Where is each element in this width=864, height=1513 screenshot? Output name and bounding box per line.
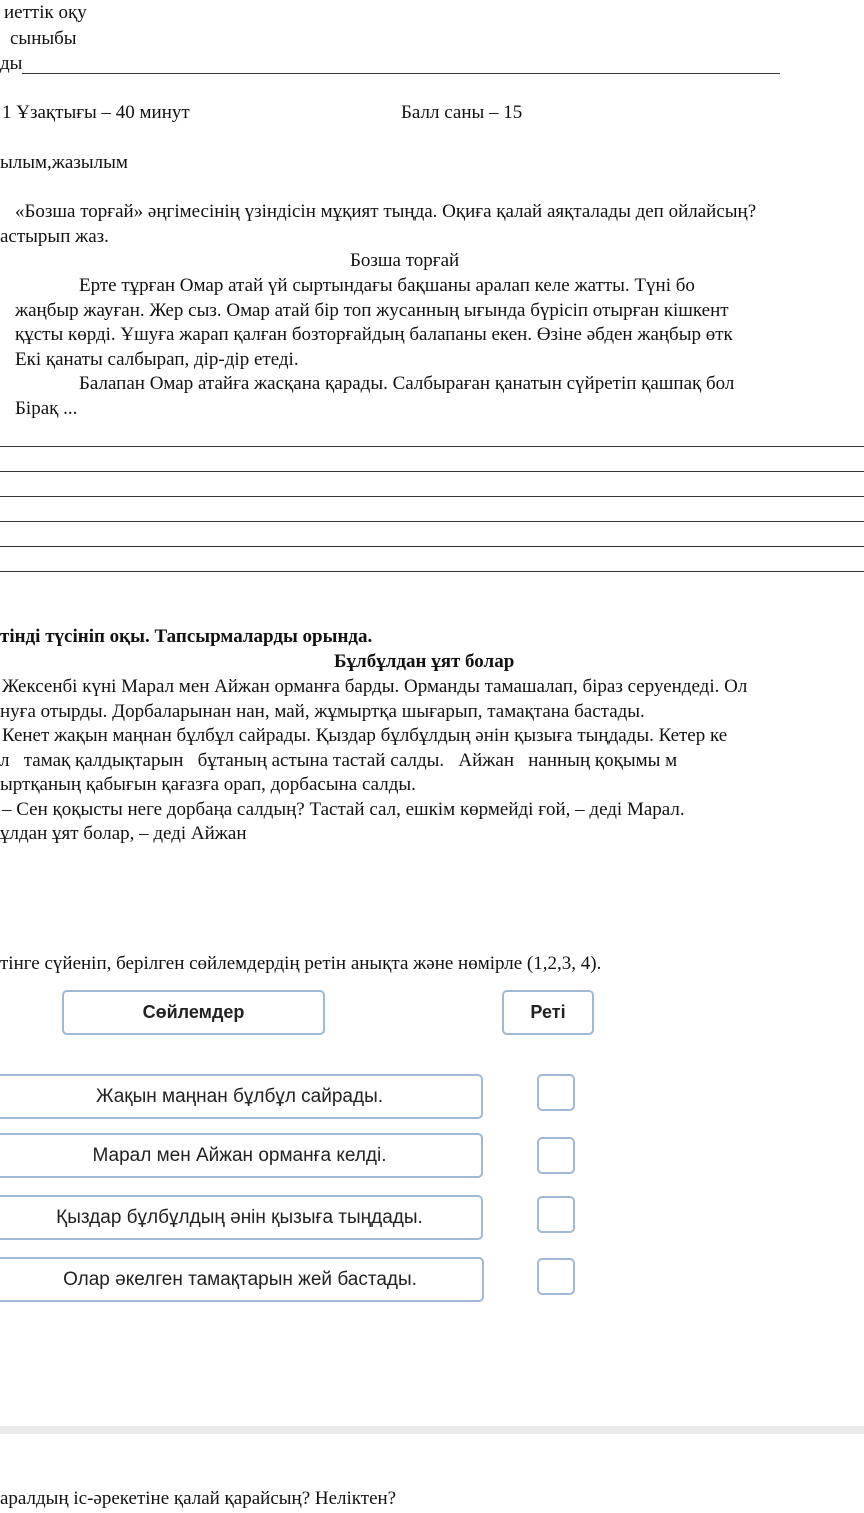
task2-prompt: тінді түсініп оқы. Тапсырмаларды орында. <box>0 626 373 647</box>
story-line: жаңбыр жауған. Жер сыз. Омар атай бір топ жусанның ығында бүрісіп отырған кішкент <box>15 299 729 321</box>
header-line-3: ды <box>0 53 23 74</box>
order-input-box[interactable] <box>537 1137 575 1174</box>
answer-line[interactable] <box>0 571 864 572</box>
answer-line[interactable] <box>0 471 864 472</box>
task3-question: аралдың іс-әрекетіне қалай қарайсың? Неліктен? <box>0 1488 397 1509</box>
story-line: Кенет жақын маңнан бұлбұл сайрады. Қыздар бұлбұлдың әнін қызыға тыңдады. Кетер ке <box>2 725 728 746</box>
story-line: нуға отырды. Дорбаларынан нан, май, жұмыртқа шығарып, тамақтана бастады. <box>0 700 645 722</box>
section-divider <box>0 1426 864 1434</box>
story-line: ұлдан ұят болар, – деді Айжан <box>0 823 247 844</box>
task1-story-title: Бозша торғай <box>350 250 460 271</box>
sentence-card: Жақын маңнан бұлбұл сайрады. <box>0 1074 483 1119</box>
order-header: Реті <box>502 990 594 1035</box>
duration-text: 1 Ұзақтығы – 40 минут <box>2 102 190 123</box>
task1-story <box>15 274 734 421</box>
answer-line[interactable] <box>0 521 864 522</box>
order-input-box[interactable] <box>537 1074 575 1111</box>
answer-line[interactable] <box>0 496 864 497</box>
order-prompt: тінге сүйеніп, берілген сөйлемдердің ретін анықта және нөмірле (1,2,3, 4). <box>0 953 602 974</box>
story-line: Екі қанаты салбырап, дір-дір етеді. <box>15 348 299 370</box>
order-input-box[interactable] <box>537 1196 575 1233</box>
answer-line[interactable] <box>0 546 864 547</box>
story-line: Жексенбі күні Марал мен Айжан орманға барды. Орманды тамашалап, біраз серуендеді. Ол <box>2 676 748 697</box>
story-line: Ерте тұрған Омар атай үй сыртындағы бақшаны аралап келе жатты. Түні бо <box>79 275 695 296</box>
task2-story <box>0 675 747 847</box>
story-line: Балапан Омар атайға жасқана қарады. Салбыраған қанатын сүйретіп қашпақ бол <box>79 373 735 394</box>
header-line-1: иеттік оқу <box>4 2 87 23</box>
story-line: құсты көрді. Ұшуға жарап қалған бозторғайдың балапаны екен. Өзіне әбден жаңбыр өтк <box>15 324 733 345</box>
task1-prompt-line-1: «Бозша торғай» әңгімесінің үзіндісін мұқият тыңда. Оқиға қалай аяқталады деп ойлайсың? <box>15 201 757 222</box>
header-line-2: сыныбы <box>10 28 77 49</box>
name-blank-line[interactable] <box>22 73 780 74</box>
story-line: ыртқаның қабығын қағазға орап, дорбасына салды. <box>0 774 416 795</box>
sentence-card: Қыздар бұлбұлдың әнін қызыға тыңдады. <box>0 1195 483 1240</box>
sentence-card: Марал мен Айжан орманға келді. <box>0 1133 483 1178</box>
story-line: – Сен қоқысты неге дорбаңа салдың? Тастай сал, ешкім көрмейді ғой, – деді Марал. <box>2 798 685 820</box>
order-input-box[interactable] <box>537 1258 575 1295</box>
answer-line[interactable] <box>0 446 864 447</box>
sentences-header: Сөйлемдер <box>62 990 325 1035</box>
score-text: Балл саны – 15 <box>401 102 523 123</box>
skills-text: ылым,жазылым <box>0 152 128 173</box>
task2-story-title: Бұлбұлдан ұят болар <box>334 651 515 672</box>
story-line: Бірақ ... <box>15 397 78 419</box>
story-line: л тамақ қалдықтарын бұтаның астына тастай салды. Айжан нанның қоқымы м <box>0 749 678 771</box>
task1-prompt-line-2: астырып жаз. <box>0 226 109 247</box>
sentence-card: Олар әкелген тамақтарын жей бастады. <box>0 1257 484 1302</box>
